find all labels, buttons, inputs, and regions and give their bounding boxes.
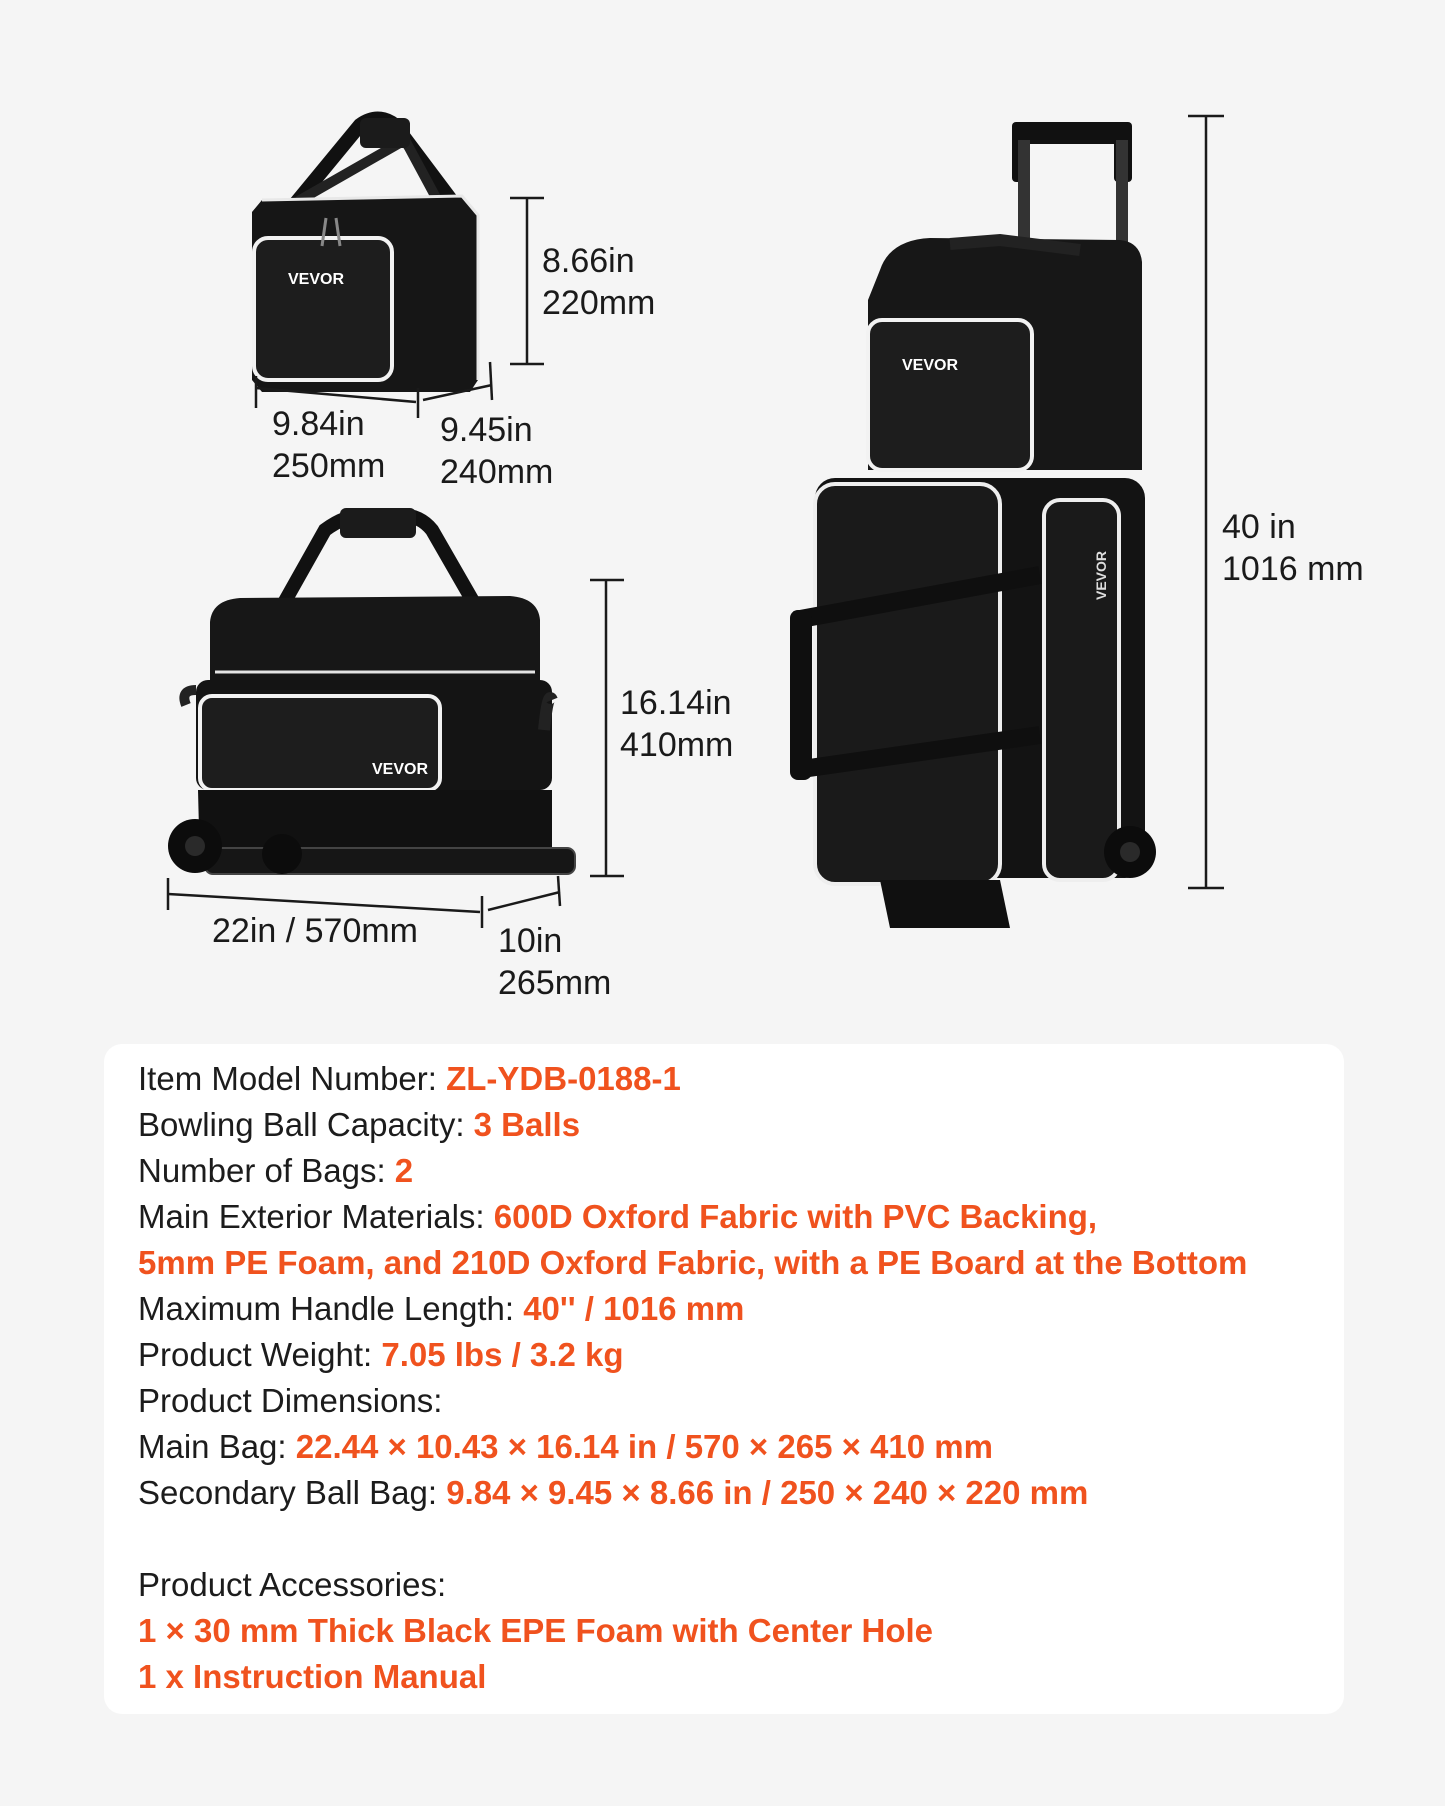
spec-dimensions-heading: Product Dimensions: — [138, 1382, 443, 1419]
stacked-height-label: 40 in 1016 mm — [1222, 508, 1364, 588]
spec-materials: Main Exterior Materials: 600D Oxford Fabric with PVC Backing, — [138, 1198, 1098, 1235]
brand-logo: VEVOR — [372, 761, 429, 778]
spec-spacer — [138, 1516, 1324, 1562]
accessory-item: 1 × 30 mm Thick Black EPE Foam with Center Hole — [138, 1612, 934, 1649]
brand-logo: VEVOR — [288, 271, 345, 288]
spec-secondary-bag-dimensions: Secondary Ball Bag: 9.84 × 9.45 × 8.66 in / 250 × 240 × 220 mm — [138, 1474, 1089, 1511]
spec-list — [138, 1056, 1324, 1700]
main-bowling-bag — [168, 508, 575, 874]
secondary-ball-bag — [252, 118, 478, 392]
spec-model-number: Item Model Number: ZL-YDB-0188-1 — [138, 1060, 681, 1097]
stacked-dimension-lines — [1188, 116, 1224, 888]
small-bag-width-label: 9.84in 250mm — [272, 405, 386, 485]
spec-handle-length: Maximum Handle Length: 40'' / 1016 mm — [138, 1290, 745, 1327]
main-bag-depth-label: 10in 265mm — [498, 922, 612, 1002]
accessory-item: 1 x Instruction Manual — [138, 1658, 487, 1695]
spec-materials-continued: 5mm PE Foam, and 210D Oxford Fabric, with a PE Board at the Bottom — [138, 1244, 1248, 1281]
spec-number-of-bags: Number of Bags: 2 — [138, 1152, 414, 1189]
small-bag-height-label: 8.66in 220mm — [542, 242, 656, 322]
main-bag-height-label: 16.14in 410mm — [620, 684, 734, 764]
small-bag-depth-label: 9.45in 240mm — [440, 411, 554, 491]
accessories-heading: Product Accessories: — [138, 1566, 447, 1603]
stacked-trolley-bags — [790, 122, 1156, 928]
spec-weight: Product Weight: 7.05 lbs / 3.2 kg — [138, 1336, 624, 1373]
spec-card — [104, 1044, 1344, 1714]
brand-logo: VEVOR — [902, 357, 959, 374]
spec-ball-capacity: Bowling Ball Capacity: 3 Balls — [138, 1106, 581, 1143]
main-bag-width-label: 22in / 570mm — [212, 912, 418, 950]
brand-logo: VEVOR — [1093, 550, 1109, 600]
spec-main-bag-dimensions: Main Bag: 22.44 × 10.43 × 16.14 in / 570 × 265 × 410 mm — [138, 1428, 993, 1465]
